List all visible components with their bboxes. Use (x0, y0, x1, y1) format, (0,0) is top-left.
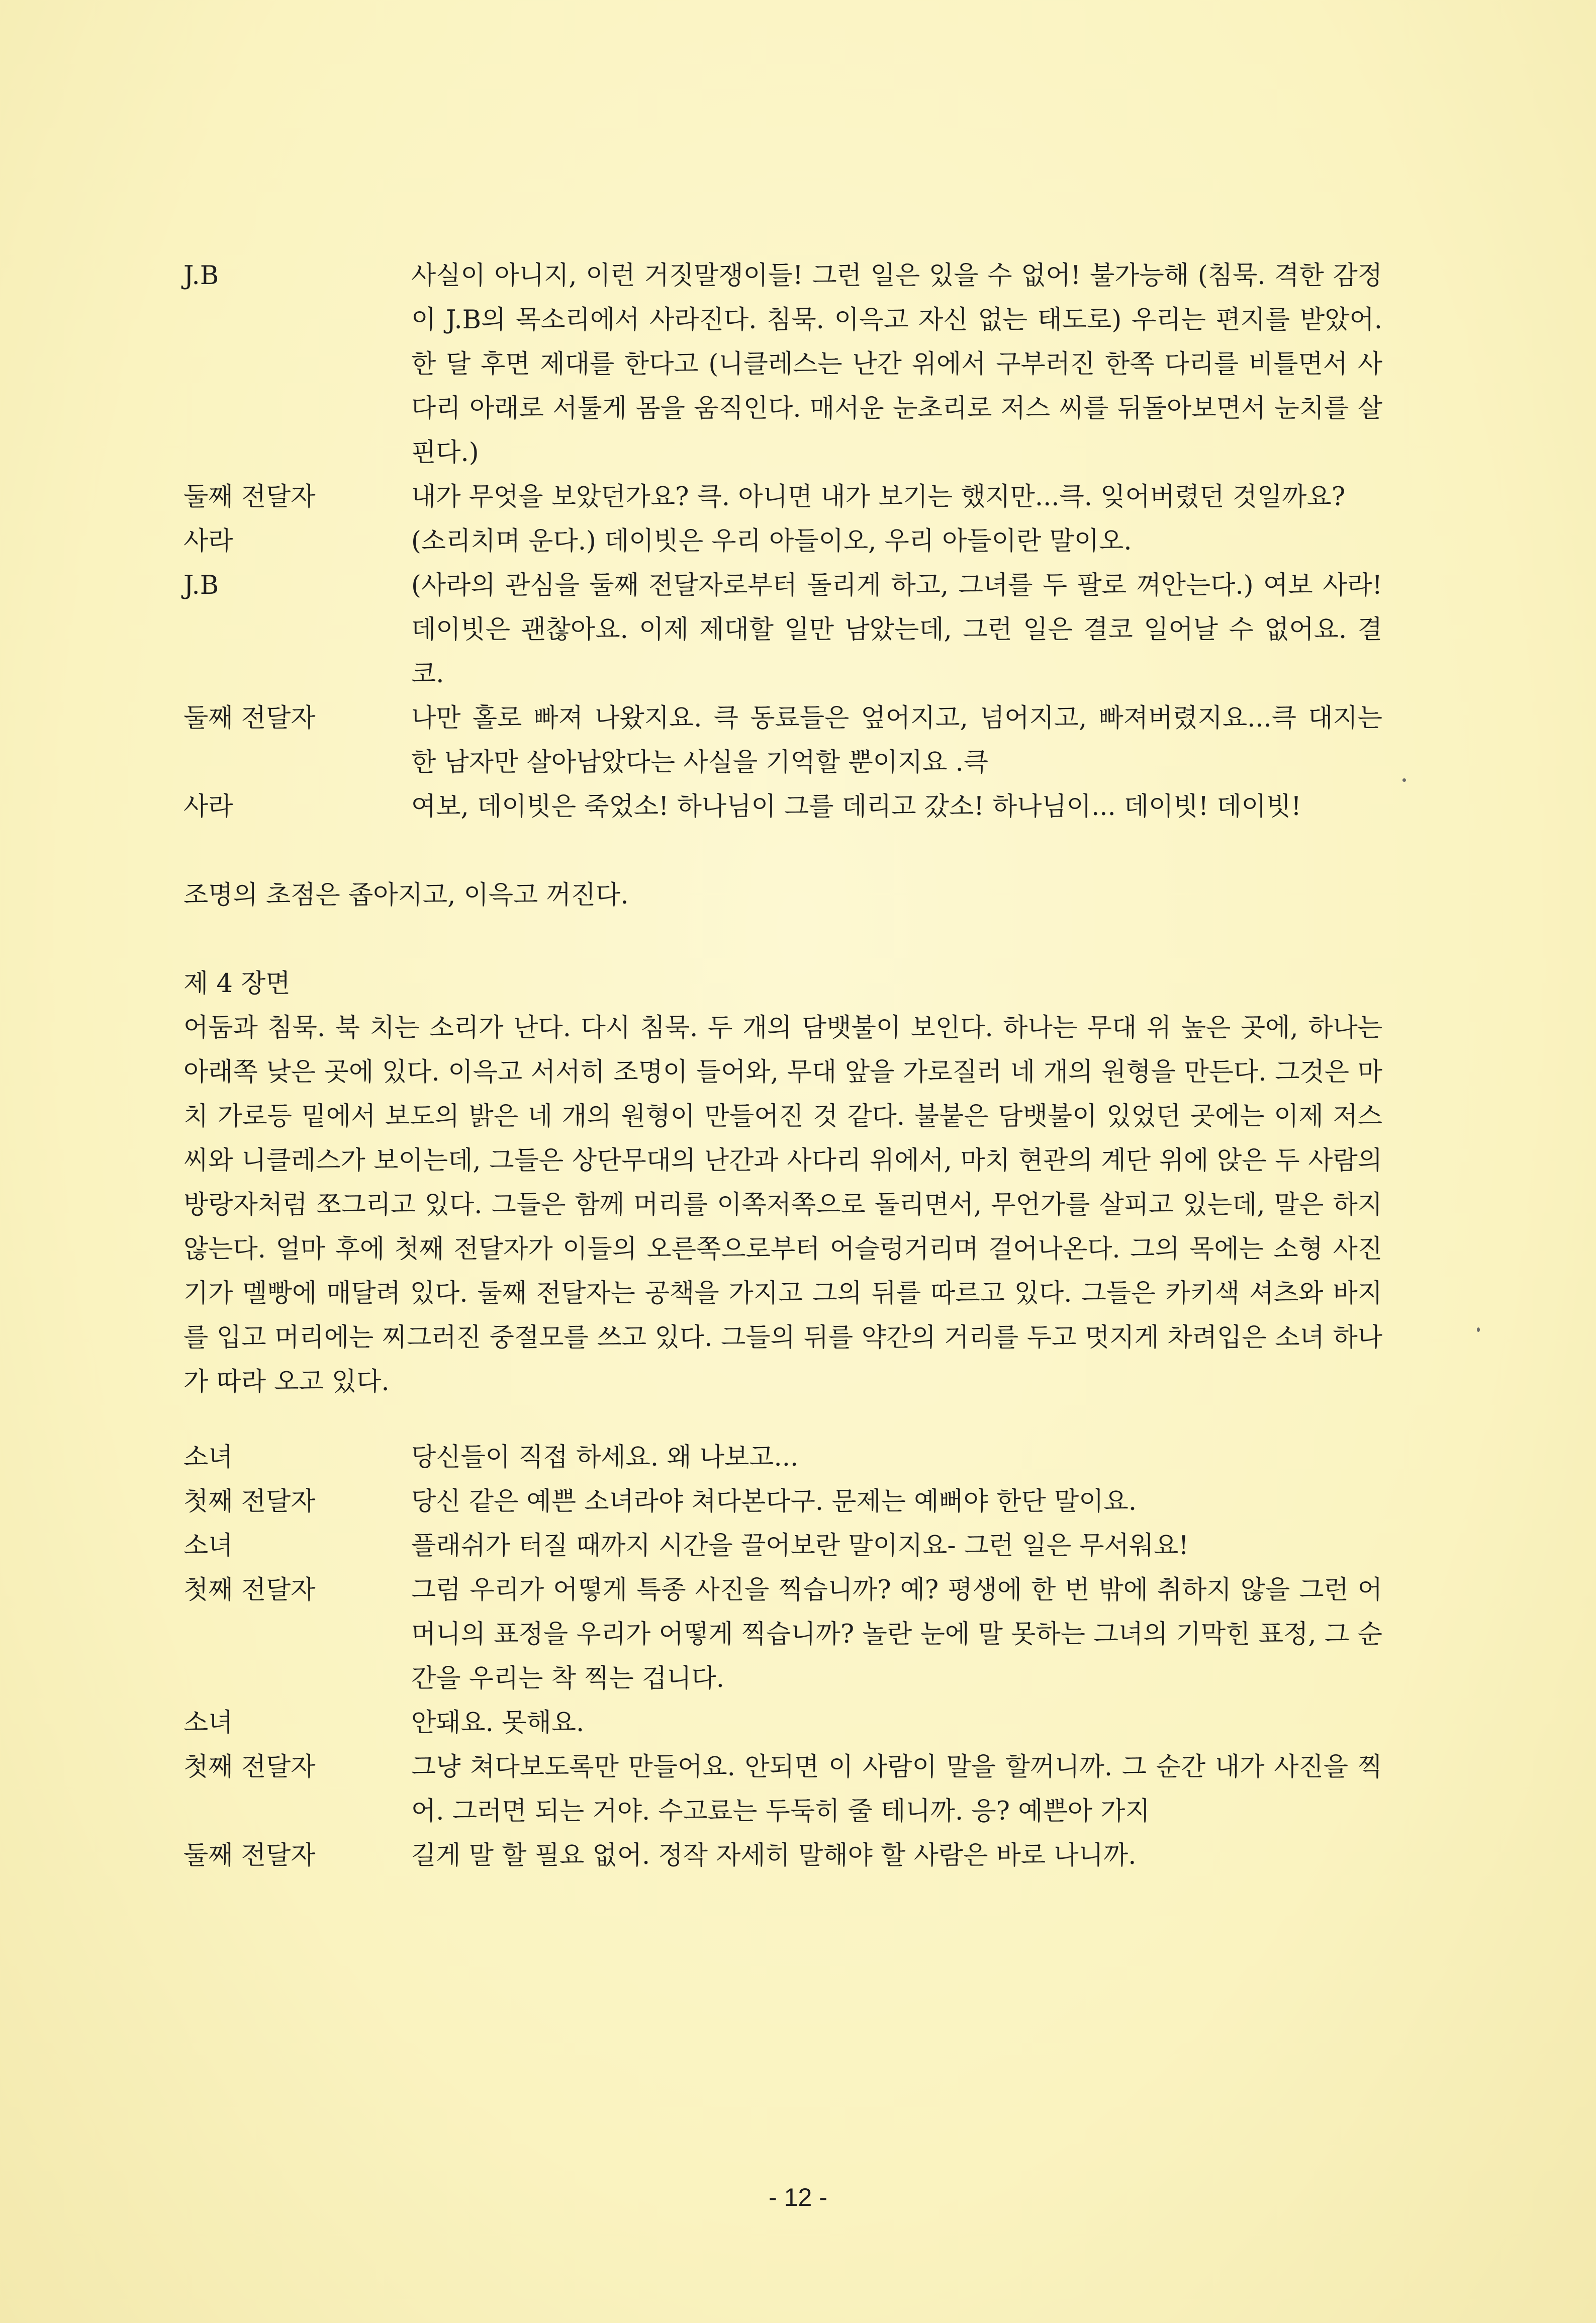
dialogue-row (183, 564, 1382, 696)
stage-direction-lighting: 조명의 초점은 좁아지고, 이윽고 꺼진다. (183, 880, 629, 910)
dialogue-row (183, 696, 1382, 785)
speaker-name: 둘째 전달자 (183, 703, 316, 733)
dialogue-line: 사실이 아니지, 이런 거짓말쟁이들! 그런 일은 있을 수 없어! 불가능해 (침묵. 격한 감정이 J.B의 목소리에서 사라진다. 침묵. 이윽고 자신 없는 태도로) 우리는 편지를 받았어. 한 달 후면 제대를 한다고 (니클레스는 난간 위에서 구부러진 한쪽 다리를 비틀면서 사다리 아래로 서툴게 몸을 움직인다. 매서운 눈초리로 저스 씨를 뒤돌아보면서 눈치를 살핀다.) (411, 261, 1382, 468)
dialogue-row (183, 1568, 1382, 1701)
dialogue-line: 그럼 우리가 어떻게 특종 사진을 찍습니까? 예? 평생에 한 번 밖에 취하지 않을 그런 어머니의 표정을 우리가 어떻게 찍습니까? 놀란 눈에 말 못하는 그녀의 기막힌 표정, 그 순간을 우리는 착 찍는 겁니다. (411, 1575, 1382, 1693)
dialogue-line: 당신들이 직접 하세요. 왜 나보고... (411, 1443, 799, 1472)
dialogue-row (183, 1480, 1382, 1524)
speaker-name: 첫째 전달자 (183, 1575, 316, 1605)
dialogue-line: (소리치며 운다.) 데이빗은 우리 아들이오, 우리 아들이란 말이오. (411, 526, 1132, 556)
speaker-name: 소녀 (183, 1531, 233, 1561)
speaker-name: 소녀 (183, 1443, 233, 1472)
speaker-name: 첫째 전달자 (183, 1487, 316, 1516)
speaker-name: 사라 (183, 792, 233, 822)
speaker-name: 둘째 전달자 (183, 1841, 316, 1870)
paper-speck (1477, 1327, 1480, 1332)
spacer (183, 1404, 1382, 1436)
script-page (183, 254, 1382, 1878)
speaker-name: 소녀 (183, 1708, 233, 1738)
speaker-name: 첫째 전달자 (183, 1752, 316, 1782)
spacer (183, 829, 1382, 873)
speaker-name: J.B (183, 261, 219, 291)
dialogue-block-2 (183, 1436, 1382, 1878)
dialogue-row (183, 519, 1382, 564)
dialogue-line: 당신 같은 예쁜 소녀라야 쳐다본다구. 문제는 예뻐야 한단 말이요. (411, 1487, 1137, 1516)
paper-speck (1402, 778, 1406, 782)
speaker-name: 사라 (183, 526, 233, 556)
dialogue-row (183, 1834, 1382, 1878)
dialogue-line: 여보, 데이빗은 죽었소! 하나님이 그를 데리고 갔소! 하나님이... 데이빗! 데이빗! (411, 792, 1301, 822)
dialogue-row (183, 1436, 1382, 1480)
spacer (183, 918, 1382, 962)
dialogue-row (183, 1745, 1382, 1834)
page-number: - 12 - (769, 2183, 827, 2211)
scene-heading: 제 4 장면 (183, 969, 291, 999)
dialogue-row (183, 475, 1382, 519)
dialogue-line: 안돼요. 못해요. (411, 1708, 585, 1738)
dialogue-line: 나만 홀로 빠져 나왔지요. 큭 동료들은 엎어지고, 넘어지고, 빠져버렸지요...큭 대지는 한 남자만 살아남았다는 사실을 기억할 뿐이지요 .큭 (411, 703, 1383, 777)
dialogue-line: 그냥 쳐다보도록만 만들어요. 안되면 이 사람이 말을 할꺼니까. 그 순간 내가 사진을 찍어. 그러면 되는 거야. 수고료는 두둑히 줄 테니까. 응? 예쁜아 가지 (411, 1752, 1382, 1826)
dialogue-block-1 (183, 254, 1382, 829)
dialogue-row (183, 1701, 1382, 1745)
dialogue-line: 길게 말 할 필요 없어. 정작 자세히 말해야 할 사람은 바로 나니까. (411, 1841, 1137, 1870)
scene-description: 어둠과 침묵. 북 치는 소리가 난다. 다시 침묵. 두 개의 담뱃불이 보인다. 하나는 무대 위 높은 곳에, 하나는 아래쪽 낮은 곳에 있다. 이윽고 서서히 조명이 들어와, 무대 앞을 가로질러 네 개의 원형을 만든다. 그것은 마치 가로등 밑에서 보도의 밝은 네 개의 원형이 만들어진 것 같다. 불붙은 담뱃불이 있었던 곳에는 이제 저스 씨와 니클레스가 보이는데, 그들은 상단무대의 난간과 사다리 위에서, 마치 현관의 계단 위에 앉은 두 사람의 방랑자처럼 쪼그리고 있다. 그들은 함께 머리를 이쪽저쪽으로 돌리면서, 무언가를 살피고 있는데, 말은 하지 않는다. 얼마 후에 첫째 전달자가 이들의 오른쪽으로부터 어슬렁거리며 걸어나온다. 그의 목에는 소형 사진기가 멜빵에 매달려 있다. 둘째 전달자는 공책을 가지고 그의 뒤를 따르고 있다. 그들은 카키색 셔츠와 바지를 입고 머리에는 찌그러진 중절모를 쓰고 있다. 그들의 뒤를 약간의 거리를 두고 멋지게 차려입은 소녀 하나가 따라 오고 있다. (183, 1013, 1382, 1397)
dialogue-line: (사라의 관심을 둘째 전달자로부터 돌리게 하고, 그녀를 두 팔로 껴안는다.) 여보 사라! 데이빗은 괜찮아요. 이제 제대할 일만 남았는데, 그런 일은 결코 일어날 수 없어요. 결코. (411, 571, 1382, 689)
speaker-name: 둘째 전달자 (183, 482, 316, 512)
dialogue-line: 내가 무엇을 보았던가요? 큭. 아니면 내가 보기는 했지만...큭. 잊어버렸던 것일까요? (411, 482, 1346, 512)
speaker-name: J.B (183, 571, 219, 600)
dialogue-line: 플래쉬가 터질 때까지 시간을 끌어보란 말이지요- 그런 일은 무서워요! (411, 1531, 1189, 1561)
dialogue-row (183, 785, 1382, 829)
dialogue-row (183, 254, 1382, 475)
dialogue-row (183, 1524, 1382, 1568)
